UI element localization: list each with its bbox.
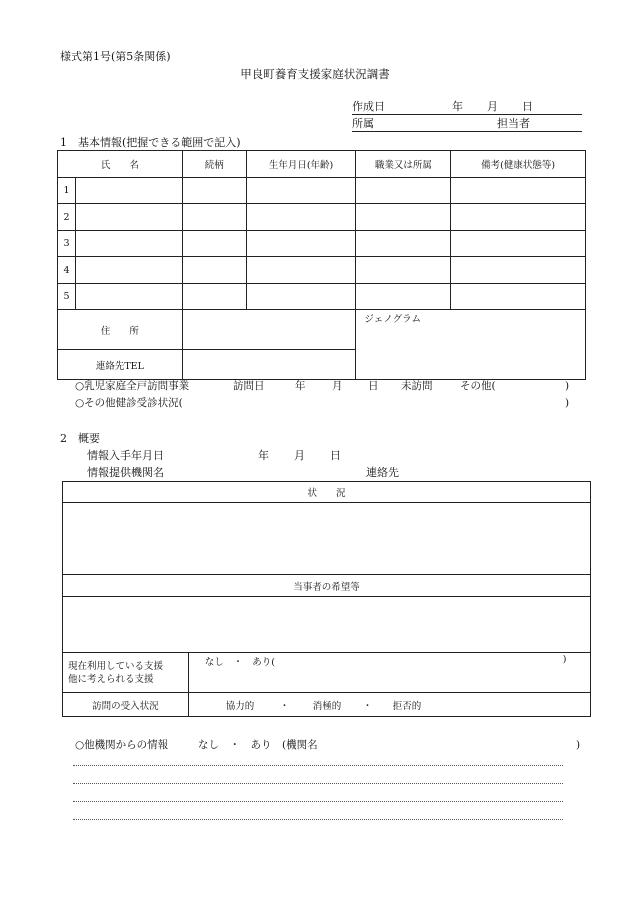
info-month-label: 月 [294,449,305,462]
relation-cell[interactable] [182,257,246,284]
checkup-label: ○その他健診受診状況( [75,397,183,409]
birthdate-cell[interactable] [246,257,356,284]
other-close-paren: ) [565,380,570,392]
notes-cell[interactable] [451,284,586,310]
row-number: 2 [58,204,76,231]
tel-label: 連絡先TEL [58,350,183,380]
relation-cell[interactable] [182,284,246,310]
support-close-paren: ) [562,654,567,665]
occupation-cell[interactable] [356,257,451,284]
col-birthdate-header: 生年月日(年齢) [246,151,356,178]
affiliation-label: 所属 [352,117,374,130]
checkup-close-paren: ) [565,397,570,409]
name-cell[interactable] [75,204,182,231]
dotted-line[interactable] [73,801,563,802]
col-occupation-header: 職業又は所属 [356,151,451,178]
support-options[interactable]: なし ・ あり( [204,657,275,668]
infant-visit-program: ○乳児家庭全戸訪問事業 [75,380,190,392]
notes-cell[interactable] [451,204,586,231]
affiliation-line [352,117,582,132]
support-options-cell[interactable] [188,653,590,693]
acceptance-refusal[interactable]: 拒否的 [392,701,422,712]
other-agencies-options[interactable]: なし ・ あり (機関名 [198,739,318,751]
genogram-cell[interactable] [356,310,586,380]
row-number: 1 [58,178,76,204]
other-agencies-close-paren: ) [576,739,581,751]
created-day-label: 日 [522,100,533,113]
address-label: 住 所 [58,310,183,350]
table-row [58,178,586,204]
basic-info-table [57,150,586,380]
genogram-label: ジェノグラム [364,314,422,325]
table-row [58,284,586,310]
acceptance-separator: ・ [362,701,373,712]
other-agencies-label: ○他機関からの情報 [75,739,169,751]
name-cell[interactable] [75,231,182,257]
created-year-label: 年 [452,100,463,113]
row-number: 5 [58,284,76,310]
col-name-header: 氏 名 [58,151,183,178]
table-row [58,231,586,257]
other-option[interactable]: その他( [460,380,496,392]
name-cell[interactable] [75,178,182,204]
visit-day-label: 日 [368,380,379,392]
status-field[interactable] [63,503,591,575]
support-label [63,653,189,693]
created-date-line [352,100,582,115]
visit-date-label: 訪問日 [233,380,265,392]
occupation-cell[interactable] [356,284,451,310]
acceptance-passive[interactable]: 消極的 [312,701,342,712]
birthdate-cell[interactable] [246,231,356,257]
name-cell[interactable] [75,257,182,284]
dotted-line[interactable] [73,765,563,766]
wishes-field[interactable] [63,597,591,653]
occupation-cell[interactable] [356,231,451,257]
info-year-label: 年 [258,449,269,462]
notes-cell[interactable] [451,231,586,257]
notes-cell[interactable] [451,178,586,204]
notes-cell[interactable] [451,257,586,284]
form-number: 様式第1号(第5条関係) [60,50,171,63]
relation-cell[interactable] [182,231,246,257]
document-title: 甲良町養育支援家庭状況調書 [240,67,390,81]
checkup-line [75,397,585,411]
section1-heading: 1 基本情報(把握できる範囲で記入) [60,136,241,149]
occupation-cell[interactable] [356,178,451,204]
birthdate-cell[interactable] [246,204,356,231]
address-row [58,310,586,350]
not-visited-option[interactable]: 未訪問 [401,380,433,392]
created-month-label: 月 [487,100,498,113]
visit-month-label: 月 [332,380,343,392]
birthdate-cell[interactable] [246,178,356,204]
support-label-current: 現在利用している支援 [68,660,164,672]
support-label-other: 他に考えられる支援 [68,673,154,685]
status-header: 状 況 [63,482,591,503]
row-number: 3 [58,231,76,257]
info-date-label: 情報入手年月日 [87,449,164,462]
row-number: 4 [58,257,76,284]
wishes-header: 当事者の希望等 [63,575,591,597]
provider-label: 情報提供機関名 [87,466,164,479]
acceptance-cooperative[interactable]: 協力的 [225,701,255,712]
acceptance-label: 訪問の受入状況 [63,693,189,717]
col-notes-header: 備考(健康状態等) [451,151,586,178]
birthdate-cell[interactable] [246,284,356,310]
infant-visit-line [75,380,585,394]
address-cell[interactable] [182,310,356,350]
tel-cell[interactable] [182,350,356,380]
table-header-row [58,151,586,178]
overview-table [62,481,591,717]
created-label: 作成日 [352,100,385,113]
dotted-line[interactable] [73,819,563,820]
acceptance-options-cell [188,693,590,717]
table-row [58,204,586,231]
info-day-label: 日 [330,449,341,462]
table-row [58,257,586,284]
name-cell[interactable] [75,284,182,310]
relation-cell[interactable] [182,178,246,204]
col-relation-header: 続柄 [182,151,246,178]
dotted-line[interactable] [73,783,563,784]
relation-cell[interactable] [182,204,246,231]
section2-heading: 2 概要 [60,432,100,445]
occupation-cell[interactable] [356,204,451,231]
acceptance-separator: ・ [279,701,290,712]
person-in-charge-label: 担当者 [497,117,530,130]
contact-label: 連絡先 [366,466,399,479]
visit-year-label: 年 [295,380,306,392]
